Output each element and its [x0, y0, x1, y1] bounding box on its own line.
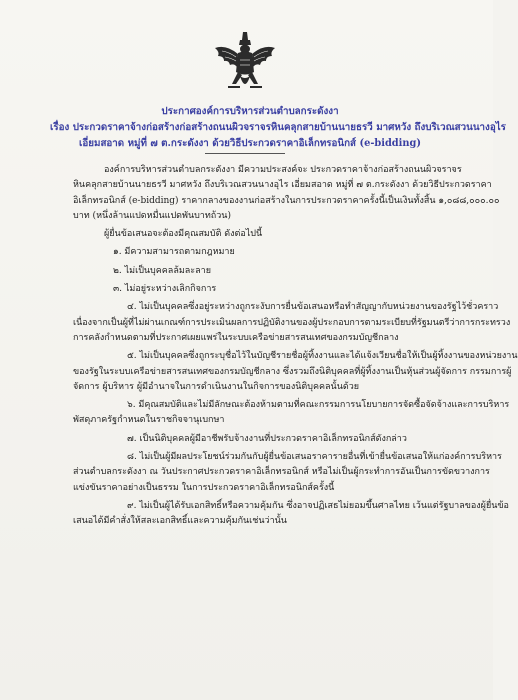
qualification-item-cont: จัดการ ผู้บริหาร ผู้มีอำนาจในการดำเนินงานในกิจการของนิติบุคคลนั้นด้วย — [73, 381, 360, 392]
qualification-item-cont: เสนอได้มีคำสั่งให้สละเอกสิทธิ์และความคุ้มกันเช่นว่านั้น — [73, 516, 287, 527]
announcement-title — [50, 104, 506, 152]
qualification-item-cont: แข่งขันราคาอย่างเป็นธรรม ในการประกวดราคาอิเล็กทรอนิกส์ครั้งนี้ — [73, 482, 335, 493]
qualification-item: ๙. ไม่เป็นผู้ได้รับเอกสิทธิ์หรือความคุ้มกัน ซึ่งอาจปฏิเสธไม่ยอมขึ้นศาลไทย เว้นแต่รัฐบาลของผู้ยื่นข้อ — [127, 500, 509, 511]
intro-line: หินคลุกสายบ้านนายธรวี มาศหวัง ถึงบริเวณสวนนางอุไร เอี่ยมสอาด หมู่ที่ ๗ ต.กระดังงา ด้วยวิธีประกวดราคา — [73, 180, 492, 191]
qualification-item-cont: เนื่องจากเป็นผู้ที่ไม่ผ่านเกณฑ์การประเมินผลการปฏิบัติงานของผู้ประกอบการตามระเบียบที่รัฐมนตรีว่าการกระทรวง — [73, 317, 511, 328]
qualification-item: ๘. ไม่เป็นผู้มีผลประโยชน์ร่วมกันกับผู้ยื่นข้อเสนอราคารายอื่นที่เข้ายื่นข้อเสนอให้แก่องค์การบริหาร — [127, 452, 502, 463]
intro-line: องค์การบริหารส่วนตำบลกระดังงา มีความประสงค์จะ ประกวดราคาจ้างก่อสร้างถนนผิวจราจร — [104, 165, 462, 175]
qualification-item-cont: ส่วนตำบลกระดังงา ณ วันประกาศประกวดราคาอิเล็กทรอนิกส์ หรือไม่เป็นผู้กระทำการอันเป็นการขัดขวางการ — [73, 467, 490, 478]
qualifications-heading: ผู้ยื่นข้อเสนอจะต้องมีคุณสมบัติ ดังต่อไปนี้ — [104, 229, 263, 240]
qualification-item: ๓. ไม่อยู่ระหว่างเลิกกิจการ — [113, 284, 217, 295]
subject-line-2: เอี่ยมสอาด หมู่ที่ ๗ ต.กระดังงา ด้วยวิธีประกวดราคาอิเล็กทรอนิกส์ (e-bidding) — [79, 138, 421, 149]
title-divider — [205, 153, 285, 154]
qualification-item-cont: ของรัฐในระบบเครือข่ายสารสนเทศของกรมบัญชีกลาง ซึ่งรวมถึงนิติบุคคลที่ผู้ทิ้งงานเป็นหุ้นส่วนผู้จัดการ กรรมการผู้ — [73, 366, 512, 377]
qualification-item: ๖. มีคุณสมบัติและไม่มีลักษณะต้องห้ามตามที่คณะกรรมการนโยบายการจัดซื้อจัดจ้างและการบริหาร — [127, 400, 510, 411]
qualification-item: ๒. ไม่เป็นบุคคลล้มละลาย — [113, 265, 211, 276]
qualification-item: ๔. ไม่เป็นบุคคลซึ่งอยู่ระหว่างถูกระงับการยื่นข้อเสนอหรือทำสัญญากับหน่วยงานของรัฐไว้ชั่วคราว — [127, 302, 499, 313]
qualification-item: ๑. มีความสามารถตามกฎหมาย — [113, 247, 235, 258]
qualification-item: ๗. เป็นนิติบุคคลผู้มีอาชีพรับจ้างงานที่ประกวดราคาอิเล็กทรอนิกส์ดังกล่าว — [127, 433, 407, 444]
qualification-item-cont: การคลังกำหนดตามที่ประกาศเผยแพร่ในระบบเครือข่ายสารสนเทศของกรมบัญชีกลาง — [73, 332, 399, 343]
intro-line: อิเล็กทรอนิกส์ (e-bidding) ราคากลางของงานก่อสร้างในการประกวดราคาครั้งนี้เป็นเงินทั้งสิ้น ๑,๐๘๘,๐๐๐.๐๐ — [73, 195, 500, 206]
qualification-item: ๕. ไม่เป็นบุคคลซึ่งถูกระบุชื่อไว้ในบัญชีรายชื่อผู้ทิ้งงานและได้แจ้งเวียนชื่อให้เป็นผู้ทิ้งงานของหน่วยงาน — [127, 351, 518, 362]
subject-line-1: เรื่อง ประกวดราคาจ้างก่อสร้างก่อสร้างถนนผิวจราจรหินคลุกสายบ้านนายธรวี มาศหวัง ถึงบริเวณสวนนางอุไร — [50, 122, 506, 133]
qualification-item-cont: พัสดุภาครัฐกำหนดในราชกิจจานุเบกษา — [73, 415, 225, 426]
intro-line: บาท (หนึ่งล้านแปดหมื่นแปดพันบาทถ้วน) — [73, 210, 231, 221]
garuda-emblem-icon — [212, 30, 278, 94]
announcement-body — [73, 163, 518, 530]
agency-name: ประกาศองค์การบริหารส่วนตำบลกระดังงา — [161, 106, 339, 117]
